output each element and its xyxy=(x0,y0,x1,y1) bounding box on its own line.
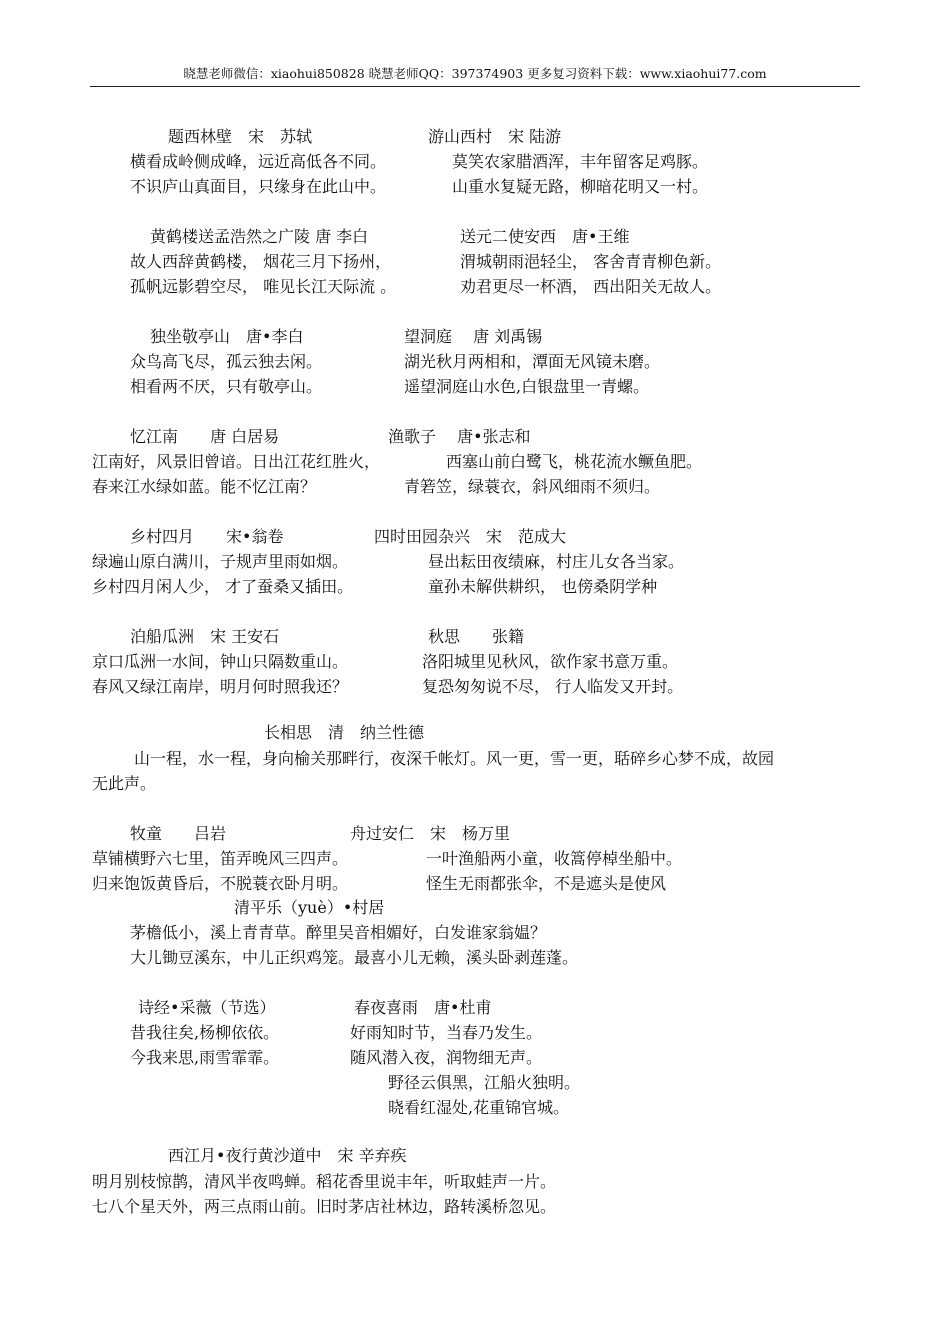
poem-line: 江南好，风景旧曾谙。日出江花红胜火， xyxy=(92,452,381,471)
poem-line: 童孙未解供耕织， 也傍桑阴学种 xyxy=(428,577,658,596)
poem-title-chunyexiyu: 春夜喜雨 唐•杜甫 xyxy=(354,998,492,1017)
poem-title-youshanxicun: 游山西村 宋 陆游 xyxy=(428,127,562,146)
poem-line: 湖光秋月两相和，潭面无风镜未磨。 xyxy=(404,352,661,371)
poem-line: 好雨知时节，当春乃发生。 xyxy=(350,1023,543,1042)
poem-title-duzuojingtingshan: 独坐敬亭山 唐•李白 xyxy=(150,327,304,346)
poem-title-yugezi: 渔歌子 唐•张志和 xyxy=(388,427,531,446)
poem-line: 绿遍山原白满川，子规声里雨如烟。 xyxy=(92,552,349,571)
poem-line: 昼出耘田夜绩麻，村庄儿女各当家。 xyxy=(428,552,685,571)
poem-line: 遥望洞庭山水色,白银盘里一青螺。 xyxy=(404,377,650,396)
poem-title-huanghelou: 黄鹤楼送孟浩然之广陵 唐 李白 xyxy=(150,227,369,246)
poem-line: 孤帆远影碧空尽， 唯见长江天际流 。 xyxy=(130,277,397,296)
poem-title-changxiangsi: 长相思 清 纳兰性德 xyxy=(264,723,425,742)
poem-title-bochuanguazhou: 泊船瓜洲 宋 王安石 xyxy=(130,627,280,646)
poem-title-qiusi: 秋思 张籍 xyxy=(428,627,525,646)
poem-line: 山重水复疑无路，柳暗花明又一村。 xyxy=(452,177,709,196)
poem-line: 一叶渔船两小童，收篙停棹坐船中。 xyxy=(426,849,683,868)
poem-line: 渭城朝雨浥轻尘， 客舍青青柳色新。 xyxy=(460,252,722,271)
poem-title-xiangcunsiyue: 乡村四月 宋•翁卷 xyxy=(130,527,284,546)
poem-line: 青箬笠，绿蓑衣，斜风细雨不须归。 xyxy=(404,477,661,496)
poem-line: 洛阳城里见秋风，欲作家书意万重。 xyxy=(422,652,679,671)
poem-line: 今我来思,雨雪霏霏。 xyxy=(130,1048,280,1067)
poem-line: 大儿锄豆溪东，中儿正织鸡笼。最喜小儿无赖，溪头卧剥莲蓬。 xyxy=(130,948,579,967)
poem-title-mutong: 牧童 吕岩 xyxy=(130,824,227,843)
poem-title-tixilinbi: 题西林壁 宋 苏轼 xyxy=(168,127,313,146)
poem-line: 野径云俱黑，江船火独明。 xyxy=(388,1073,581,1092)
poem-title-caiwei: 诗经•采薇（节选） xyxy=(138,998,276,1017)
poem-line: 众鸟高飞尽，孤云独去闲。 xyxy=(130,352,323,371)
page-header: 晓慧老师微信：xiaohui850828 晓慧老师QQ：397374903 更多复习资料下载：www.xiaohui77.com xyxy=(183,66,767,81)
poem-line: 春来江水绿如蓝。能不忆江南？ xyxy=(92,477,317,496)
poem-line: 明月别枝惊鹊，清风半夜鸣蝉。稻花香里说丰年，听取蛙声一片。 xyxy=(92,1172,557,1191)
poem-line: 故人西辞黄鹤楼， 烟花三月下扬州， xyxy=(130,252,392,271)
poem-line: 乡村四月闲人少， 才了蚕桑又插田。 xyxy=(92,577,354,596)
poem-title-songyuaner: 送元二使安西 唐•王维 xyxy=(460,227,630,246)
poem-line: 横看成岭侧成峰，远近高低各不同。 xyxy=(130,152,387,171)
poem-line: 草铺横野六七里，笛弄晚风三四声。 xyxy=(92,849,349,868)
poem-title-xijiangyue: 西江月•夜行黄沙道中 宋 辛弃疾 xyxy=(168,1146,407,1165)
poem-line: 相看两不厌，只有敬亭山。 xyxy=(130,377,323,396)
poem-line: 莫笑农家腊酒浑，丰年留客足鸡豚。 xyxy=(452,152,709,171)
poem-line: 茅檐低小，溪上青青草。醉里吴音相媚好，白发谁家翁媪？ xyxy=(130,923,547,942)
poem-title-qingpingyue: 清平乐（yuè）•村居 xyxy=(234,898,385,917)
poem-line: 山一程，水一程，身向榆关那畔行，夜深千帐灯。风一更，雪一更，聒碎乡心梦不成，故园 xyxy=(134,749,775,768)
poem-line: 京口瓜洲一水间，钟山只隔数重山。 xyxy=(92,652,349,671)
poem-line: 归来饱饭黄昏后，不脱蓑衣卧月明。 xyxy=(92,874,349,893)
poem-line: 劝君更尽一杯酒， 西出阳关无故人。 xyxy=(460,277,722,296)
poem-line: 西塞山前白鹭飞，桃花流水鳜鱼肥。 xyxy=(446,452,703,471)
poem-title-yijiangnan: 忆江南 唐 白居易 xyxy=(130,427,280,446)
poem-line: 昔我往矣,杨柳依依。 xyxy=(130,1023,280,1042)
poem-line: 随风潜入夜，润物细无声。 xyxy=(350,1048,543,1067)
poem-line: 复恐匆匆说不尽， 行人临发又开封。 xyxy=(422,677,684,696)
poem-line: 春风又绿江南岸，明月何时照我还？ xyxy=(92,677,349,696)
header-rule xyxy=(90,86,860,87)
poem-line: 不识庐山真面目，只缘身在此山中。 xyxy=(130,177,387,196)
poem-title-zhouguoanren: 舟过安仁 宋 杨万里 xyxy=(350,824,511,843)
poem-line: 七八个星天外，两三点雨山前。旧时茅店社林边，路转溪桥忽见。 xyxy=(92,1197,557,1216)
poem-line: 无此声。 xyxy=(92,774,157,793)
poem-title-sishitianyuan: 四时田园杂兴 宋 范成大 xyxy=(374,527,567,546)
poem-line: 晓看红湿处,花重锦官城。 xyxy=(388,1098,570,1117)
poem-title-wangdongting: 望洞庭 唐 刘禹锡 xyxy=(404,327,543,346)
poem-line: 怪生无雨都张伞，不是遮头是使风 xyxy=(426,874,667,893)
